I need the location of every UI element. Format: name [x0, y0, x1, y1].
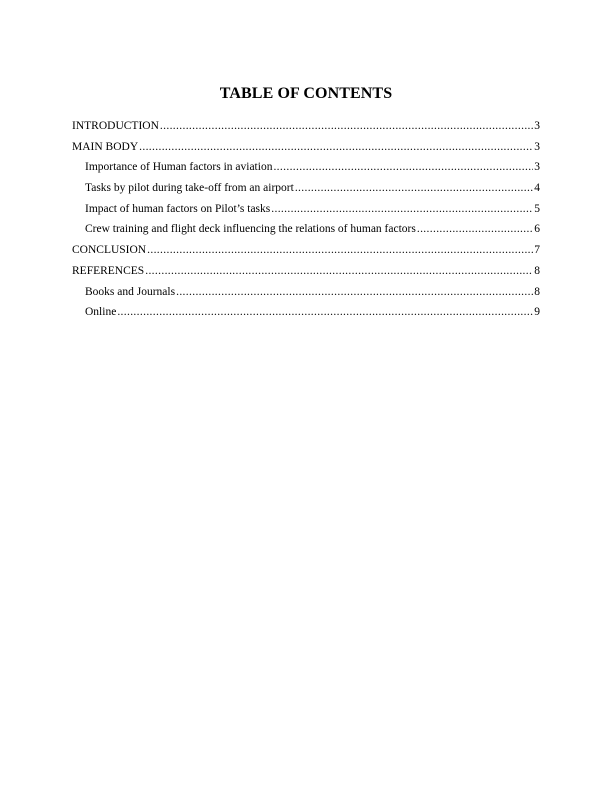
toc-title: TABLE OF CONTENTS — [219, 85, 393, 102]
toc-leader-dots — [273, 157, 533, 178]
toc-page-number: 7 — [534, 244, 540, 257]
toc-entry-label: INTRODUCTION — [72, 120, 159, 132]
toc-entry-label: MAIN BODY — [72, 140, 139, 153]
toc-entry-impact-human-factors[interactable] — [72, 199, 540, 220]
toc-leader-dots — [160, 116, 533, 137]
toc-page-number: 8 — [534, 285, 540, 298]
toc-entry-importance-human-factors[interactable] — [72, 157, 540, 178]
toc-entry-references[interactable] — [72, 261, 540, 282]
toc-entry-main-body[interactable] — [72, 137, 540, 158]
toc-leader-dots — [117, 302, 533, 323]
toc-entry-label: Books and Journals — [85, 285, 176, 298]
toc-entry-label: Online — [85, 306, 117, 319]
toc-entry-books-and-journals[interactable] — [72, 282, 540, 303]
toc-page-number: 3 — [534, 120, 540, 132]
toc-entry-online[interactable] — [72, 302, 540, 323]
toc-entry-introduction[interactable] — [72, 116, 540, 137]
toc-entry-label: Impact of human factors on Pilot’s tasks — [85, 202, 271, 215]
toc-leader-dots — [295, 178, 533, 199]
toc-leader-dots — [147, 240, 533, 261]
toc-entry-crew-training[interactable] — [72, 219, 540, 240]
toc-entry-label: REFERENCES — [72, 264, 145, 277]
toc-entry-label: Crew training and flight deck influencing the relations of human factors — [85, 223, 416, 236]
toc-leader-dots — [176, 282, 533, 303]
toc-list — [72, 116, 540, 323]
toc-leader-dots — [139, 137, 533, 158]
toc-page-number: 5 — [534, 202, 540, 215]
toc-entry-tasks-by-pilot[interactable] — [72, 178, 540, 199]
toc-leader-dots — [271, 199, 533, 220]
toc-entry-label: Importance of Human factors in aviation — [85, 161, 273, 174]
toc-page-number: 9 — [534, 306, 540, 319]
toc-entry-conclusion[interactable] — [72, 240, 540, 261]
toc-page-number: 3 — [534, 161, 540, 174]
toc-leader-dots — [145, 261, 533, 282]
toc-page-number: 8 — [534, 264, 540, 277]
toc-entry-label: CONCLUSION — [72, 244, 147, 257]
toc-leader-dots — [417, 219, 533, 240]
toc-entry-label: Tasks by pilot during take-off from an airport — [85, 182, 294, 195]
toc-page-number: 4 — [534, 182, 540, 195]
toc-page-number: 6 — [534, 223, 540, 236]
toc-page-number: 3 — [534, 140, 540, 153]
